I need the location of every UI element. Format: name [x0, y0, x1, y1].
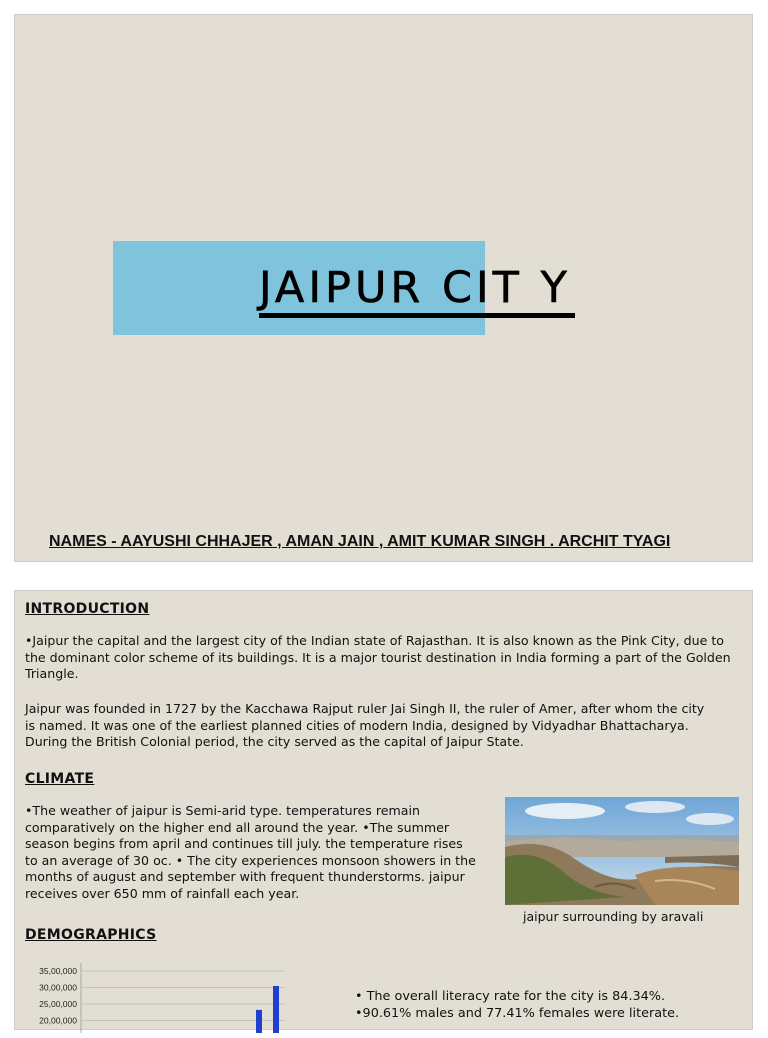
introduction-paragraph-2: Jaipur was founded in 1727 by the Kacchawa Rajput ruler Jai Singh II, the ruler of Amer, after whom the city is named. It was one of the earliest planned cities of modern India, designed by Vidyadhar Bhattacharya. During the British Colonial period, the city served as the capital of Jaipur State.: [25, 701, 705, 749]
slide-title: JAIPUR CIT Y: [259, 263, 571, 313]
chart-y-tick-label: 25,00,000: [39, 999, 77, 1009]
climate-heading: CLIMATE: [25, 771, 95, 787]
authors-names: NAMES - AAYUSHI CHHAJER , AMAN JAIN , AMIT KUMAR SINGH . ARCHIT TYAGI: [49, 533, 671, 550]
introduction-paragraph-1: •Jaipur the capital and the largest city of the Indian state of Rajasthan. It is also known as the Pink City, due to the dominant color scheme of its buildings. It is a major tourist destination in India forming a part of the Golden Triangle.: [25, 633, 731, 681]
climate-paragraph: •The weather of jaipur is Semi-arid type. temperatures remain comparatively on the higher end all around the year. •The summer season begins from april and continues till july. the temperature rises to an average of 30 oc. • The city experiences monsoon showers in the months of august and september with frequent thunderstorms. jaipur receives over 650 mm of rainfall each year.: [25, 803, 476, 901]
chart-bar: [273, 986, 279, 1033]
population-chart: [23, 963, 293, 1033]
literacy-overall: • The overall literacy rate for the city is 84.34%.: [355, 989, 666, 1004]
population-bar-chart: [23, 963, 293, 1033]
demographics-heading: DEMOGRAPHICS: [25, 927, 157, 943]
literacy-by-gender: •90.61% males and 77.41% females were literate.: [355, 1005, 680, 1021]
aravali-landscape-image: [505, 797, 739, 905]
introduction-heading: INTRODUCTION: [25, 601, 150, 617]
title-slide: [14, 14, 753, 562]
image-caption: jaipur surrounding by aravali: [523, 909, 704, 924]
chart-y-tick-label: 30,00,000: [39, 982, 77, 993]
chart-y-tick-label: 35,00,000: [39, 966, 77, 976]
chart-bar: [256, 1010, 262, 1033]
title-underline: [259, 313, 575, 318]
literacy-stats: [355, 989, 679, 1022]
chart-y-tick-label: 20,00,000: [39, 1015, 77, 1026]
content-slide: [14, 590, 753, 1030]
